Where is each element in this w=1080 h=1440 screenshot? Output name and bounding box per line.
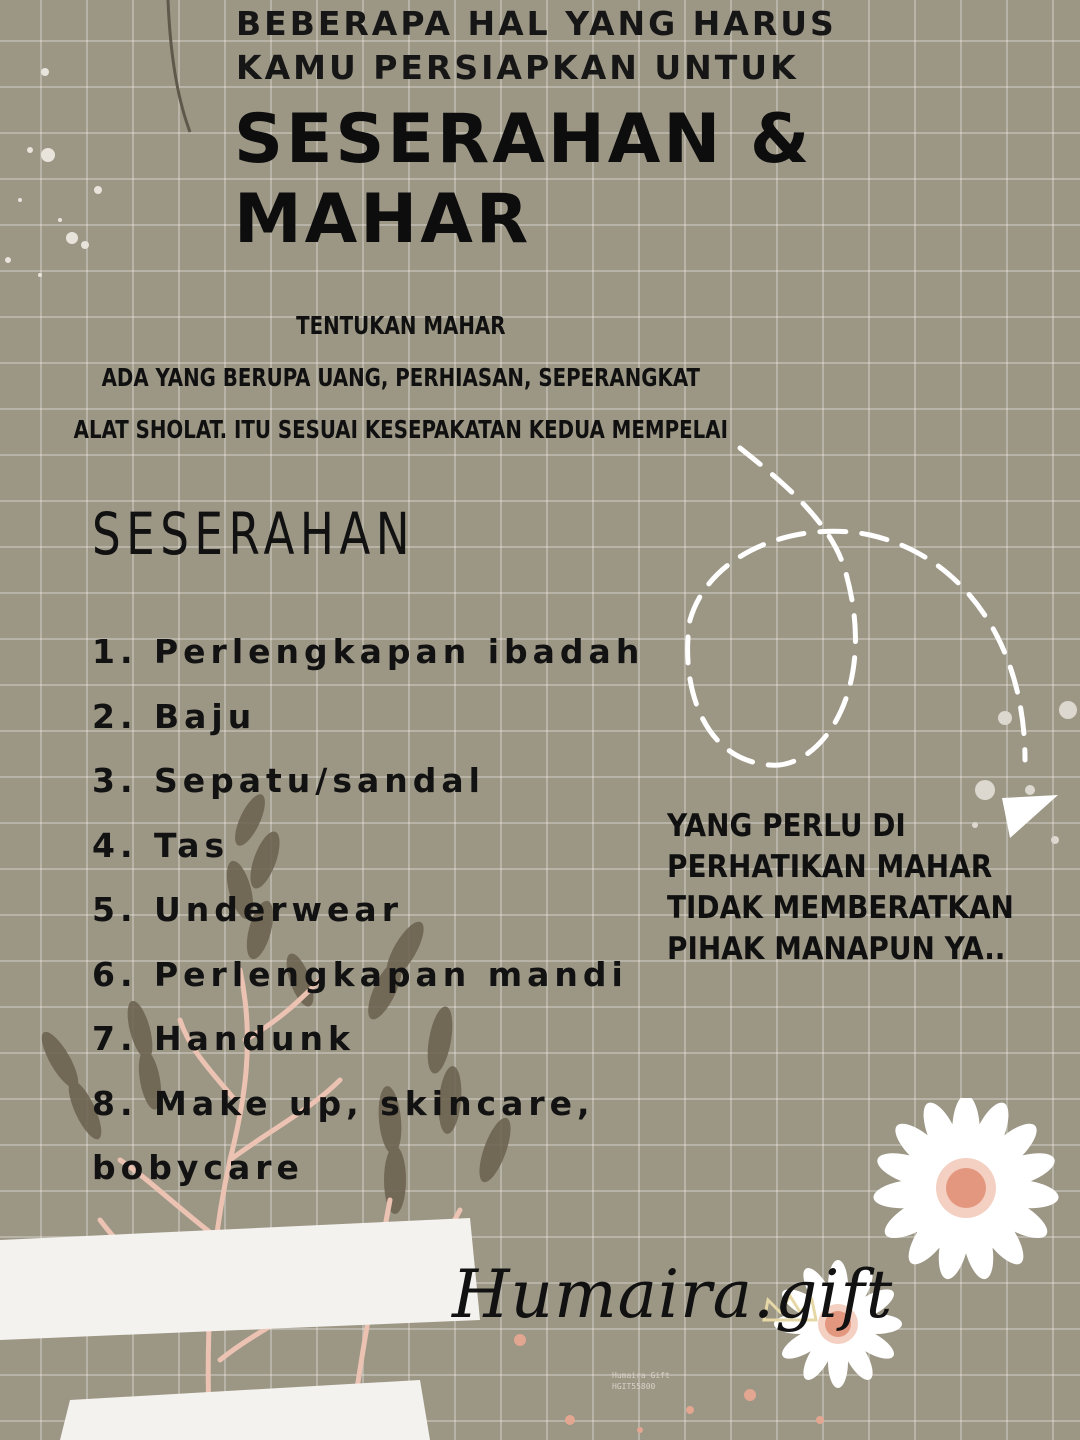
note-line: TIDAK MEMBERATKAN: [667, 890, 1014, 926]
title-line: MAHAR: [234, 180, 532, 259]
list-item: 3. Sepatu/sandal: [92, 761, 485, 800]
mahar-text-line: ALAT SHOLAT. ITU SESUAI KESEPAKATAN KEDUA MEMPELAI: [73, 415, 728, 444]
list-item: 2. Baju: [92, 696, 257, 736]
subtitle-line: BEBERAPA HAL YANG HARUS: [236, 4, 837, 43]
list-item: 6. Perlengkapan mandi: [92, 954, 628, 994]
brand-tagline-line: Humaira Gift: [612, 1371, 670, 1380]
curved-stem-decoration: [150, 0, 210, 140]
brand-tagline: [612, 1370, 670, 1392]
seserahan-heading: SESERAHAN: [92, 500, 416, 568]
list-item: bobycare: [92, 1148, 304, 1187]
note-line: YANG PERLU DI: [667, 808, 906, 844]
note-line: PERHATIKAN MAHAR: [667, 849, 993, 885]
list-item: 7. Handunk: [92, 1019, 355, 1058]
mahar-section: [40, 300, 762, 456]
mahar-heading: TENTUKAN MAHAR: [296, 311, 506, 340]
seserahan-list: [92, 620, 672, 1201]
list-item: 1. Perlengkapan ibadah: [92, 632, 645, 671]
subtitle-line: KAMU PERSIAPKAN UNTUK: [236, 48, 799, 87]
list-item: 5. Underwear: [92, 890, 403, 929]
note-line: PIHAK MANAPUN YA..: [667, 931, 1006, 967]
list-item: 8. Make up, skincare,: [92, 1083, 595, 1123]
splatter-decoration: [0, 60, 120, 290]
brand-logo: Humaira.gift: [452, 1256, 894, 1333]
brand-tagline-line: HGIT55800: [612, 1382, 656, 1391]
page-title: [234, 100, 1034, 260]
splatter-decoration-right: [960, 690, 1080, 890]
title-line: SESERAHAN &: [234, 100, 813, 179]
mahar-text-line: ADA YANG BERUPA UANG, PERHIASAN, SEPERANGKAT: [101, 363, 701, 392]
paper-strip-decoration: [0, 1210, 520, 1440]
list-item: 4. Tas: [92, 825, 230, 865]
subtitle: [236, 2, 996, 90]
